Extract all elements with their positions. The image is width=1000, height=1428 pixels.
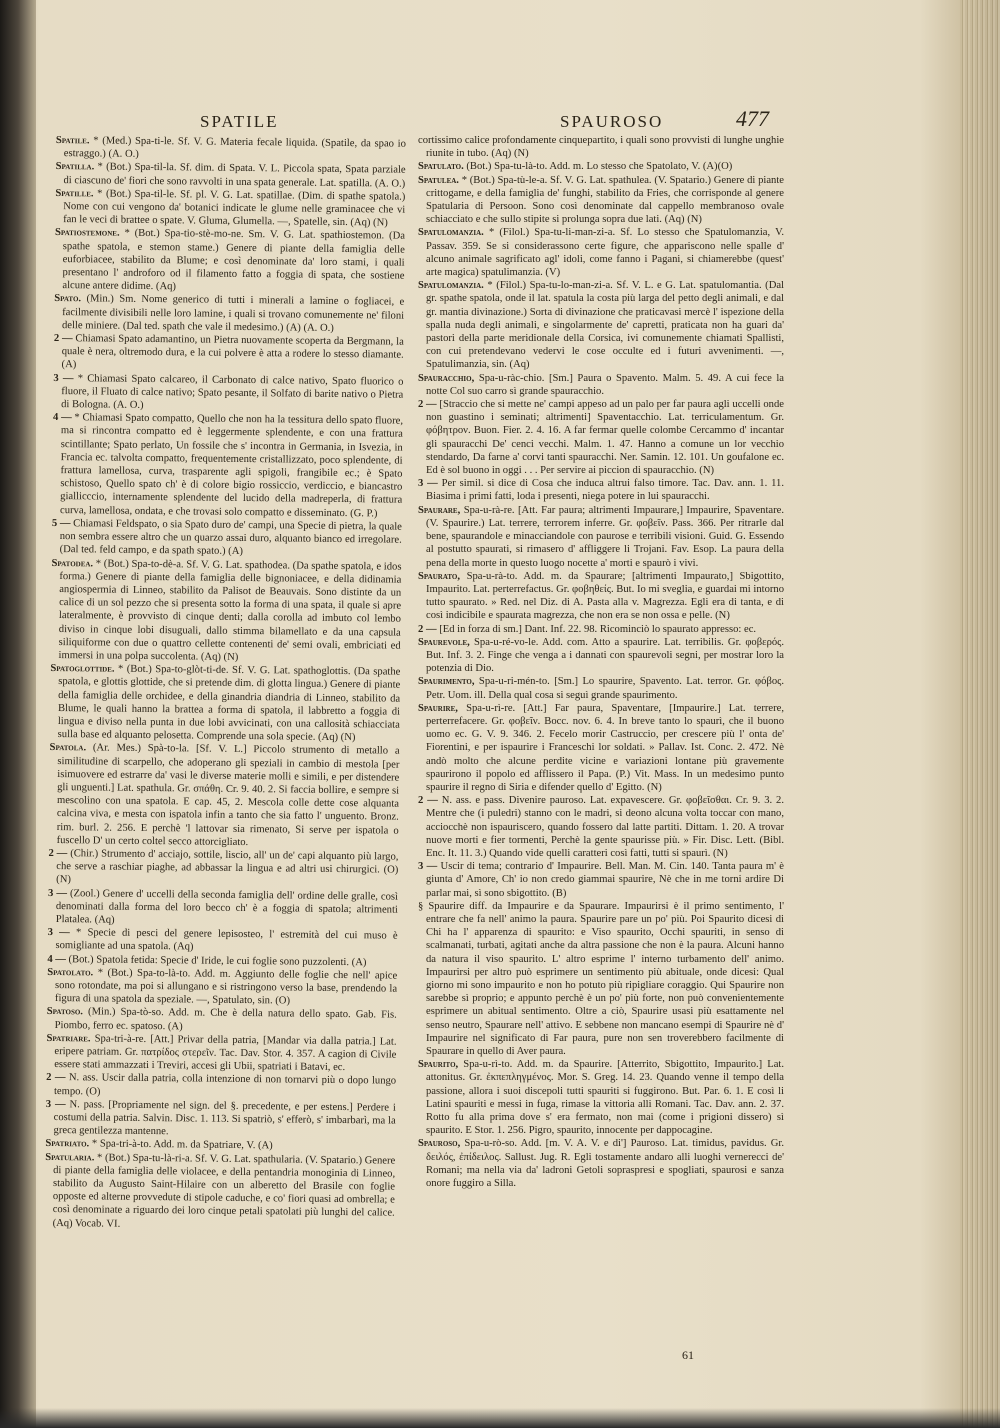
dictionary-entry (54, 292, 404, 335)
entry-text: Chiamasi Spato adamantino, un Pietra nuovamente scoperta da Bergmann, la quale è nera, oltremodo dura, e la cui polvere è atta a rodere lo stesso diamante. (A) (61, 333, 404, 371)
entry-headword: 3 — (418, 478, 438, 490)
dictionary-entry (45, 1151, 396, 1234)
dictionary-entry (45, 1098, 395, 1141)
dictionary-entry (49, 741, 400, 850)
dictionary-entry (418, 477, 784, 503)
entry-headword: 2 — (418, 795, 438, 807)
entry-headword: Spatoso. (46, 1006, 84, 1018)
entry-text: Chiamasi Feldspato, o sia Spato duro de' campi, una Specie di pietra, la quale non sembra essere altro che un quarzo assai duro, alquanto bianco ed irregolare. (Dal ted. feld campo, e da spath spato.) (A) (59, 518, 402, 558)
dictionary-entry (55, 187, 405, 230)
entry-headword: Spaurevole, (418, 636, 470, 648)
dictionary-entry (418, 398, 784, 477)
entry-text: N. ass. e pass. Divenire pauroso. Lat. expavescere. Gr. φοβεῖσθαι. Cr. 9. 3. 2. Mentre che (i puledri) stanno con le madri, si deono alcuna volta toccar con mano, acciocchè non ispauriscero, quando fossero dal latte partiti. Dittam. 1. 20. A trovar nuove morti e fier tormenti, Perchè la gente spaurisse più. » Fir. Disc. Lett. (Bibl. Enc. It. 11. 3.) Quando vide quelli caratteri così fatti, tutti si spaurì. (N) (426, 795, 784, 859)
entry-text: * (Bot.) Spa-to-dè-a. Sf. V. G. Lat. spathodea. (Da spathe spatola, e idos forma.) Genere di piante della famiglia delle bignoniacee, e della didinamia angiospermia di Linneo, stabilito da Palisot de Beauvais. Sono distinte da un calice di un sol pezzo che si presenta sotto la forma di una spata, il quale si apre lateralmente, è provvisto di cinque denti; dalla corolla ad imbuto col lembo diviso in cinque lobi disuguali, dallo stimma bilamellato e da una capsula siliquiforme con due o quattro cellette contenenti de' semi ovali, embriciati ed immersi in una polpa succolenta. (Aq) (N) (58, 557, 402, 663)
entry-text: * (Bot.) Spa-tù-le-a. Sf. V. G. Lat. spathulea. (V. Spatario.) Genere di piante crittogame, e della famiglia de' funghi, stabilito da Fries, che corrisponde al genere Spatularia di Persoon. Sono così denominate dal cappello membranoso ovale schiacciato e che sullo stipite si prolunga sopra due lati. (Aq) (N) (426, 174, 784, 226)
entry-text: Uscir di tema; contrario d' Impaurire. Bell. Man. M. Cin. 140. Tanta paura m' è giunta d' Amore, Ch' io non credo giammai spaurire, Nè che in me torni ardire Di parlar mai, sì sono sbigottito. (B) (426, 861, 784, 899)
entry-text: * (Bot.) Spa-tu-là-ri-a. Sf. V. G. Lat. spathularia. (V. Spatario.) Genere di piante della famiglia delle violacee, e della pentandria monoginia di Linneo, stabilito da Augusto Saint-Hilaire con un alberetto del Brasile con foglie opposte ed alterne provvedute di stipole caduche, e co' fiori quasi ad ombrella; e così denominate a riguardo dei loro cinque petali spatolati più lunghi del calice. (Aq) Vocab. VI. (52, 1152, 396, 1230)
dictionary-entry (48, 847, 398, 890)
dictionary-entry (418, 623, 784, 636)
entry-text: Per simil. si dice di Cosa che induca altrui falso timore. Tac. Dav. ann. 1. 11. Biasima i primi fatti, loda i presenti, niega potere in lui spauracchi. (426, 478, 784, 503)
entry-text: * (Filol.) Spa-tu-li-man-zi-a. Sf. Lo stesso che Spatulomanzia, V. Passav. 359. Se si considerassono certe figure, che appariscono nelle spalle d' alcuno animale sagrificato agl' idoli, come fanno i Pagani, si chiamerebbe (quest' arte magica) spatulimanzia. (V) (426, 227, 784, 279)
dictionary-entry (50, 662, 401, 745)
entry-headword: Spato. (54, 293, 82, 305)
dictionary-entry (418, 636, 784, 676)
entry-headword: 2 — (418, 399, 437, 411)
entry-headword: 3 — (53, 372, 74, 384)
entry-text: § Spaurire diff. da Impaurire e da Spaurare. Impaurirsi è il primo sentimento, l' entrare che fa nell' animo la paura. Spaurire pare un po' più. Poi Spaurito dicesi di Chi ha l' apparenza di spaurito: e Viso spaurito, Occhi spauriti, in senso di scalmanati, turbati, agitati anche da altra passione che non è la paura. Alcuni hanno da natura il viso spaurito. L' altro esprime l' interno turbamento dell' animo. Impaurirsi per altro può esprimere un sentimento più abituale, onde dicesi: Qual giorno mi sono impaurito e non ho potuto più ripigliare coraggio. Qui Spaurire non sarebbe sì proprio; e appunto perchè è un po' più forte, non può convenientemente esprimere un abitual sentimento. Oltre a ciò, Spaurire usasi più esattamente nel senso neutro, Spaurare nell' attivo. E sebbene non mancano esempi di Spaurire nè d' Impaurire nel significato di Far paura, pure non sen troverebbero facilmente di Spaurare in quello di Aver paura. (418, 900, 784, 1058)
page-edges (960, 0, 1000, 1428)
bottom-shadow (0, 1408, 1000, 1428)
dictionary-entry (418, 570, 784, 623)
entry-text: * (Bot.) Spa-to-là-to. Add. m. Aggiunto delle foglie che nell' apice sono rotondate, ma poi si allungano e si ristringono verso la base, prendendo la figura di una spatola da speziale. —, Spatulato, sin. (O) (54, 967, 398, 1007)
entry-text: N. pass. [Propriamente nel sign. del §. precedente, e per estens.] Perdere i costumi della patria. Salvin. Disc. 1. 113. Si spatriò, s' efferò, s' imbarbarì, ma la greca gentilezza mantenne. (53, 1099, 396, 1138)
entry-headword: Spatriato. (45, 1138, 90, 1150)
entry-headword: Spauracchio, (418, 372, 475, 384)
entry-headword: Spatulea. (418, 174, 459, 186)
entry-text: [Ed in forza di sm.] Dant. Inf. 22. 98. Ricominciò lo spaurato appresso: ec. (439, 623, 757, 635)
dictionary-page (45, 100, 940, 1400)
dictionary-entry (418, 372, 784, 398)
entry-headword: 3 — (418, 861, 438, 873)
entry-text: * Chiamasi Spato compatto, Quello che non ha la tessitura dello spato fluore, ma si rincontra compatto ed è leggermente splendente, e con una frattura scintillante; Spato perlato, Un fossile che s' incontra in Germania, in Isvezia, in Francia ec. talvolta compatto, frequentemente cristallizzato, poco splendente, di frattura lamellosa, curva, trasparente agli spigoli, frangibile ec.; è Spato schistoso, Quello spato ch' è di colore bigio rossiccio, verdiccio, e biancastro giallicccio, internamente splendente del lucido della madreperla, di frattura curva, lamellosa, ondata, e che trovasi solo compatto e disseminato. (G. P.) (60, 412, 404, 520)
dictionary-entry (54, 332, 404, 375)
dictionary-entry (54, 226, 405, 296)
entry-headword: Spatolato. (47, 966, 94, 979)
entry-headword: 3 — (47, 927, 70, 939)
dictionary-entry (418, 1058, 784, 1137)
dictionary-entry (50, 556, 401, 665)
dictionary-entry (53, 372, 403, 415)
entry-text: Spa-u-rà-re. [Att. Far paura; altrimenti Impaurare,] Impaurire, Spaventare. (V. Spaurire.) Lat. terrere, terrorem inferre. Gr. φοβεῖν. Pass. 366. Per ritrarle dal bene, spaurandole e minacciandole con paurose e terribili visioni. Guid. G. Essendo al postutto spaurati, si rimasero d' affliggere li Trojani. Fav. Esop. La paura della pena della morte in questo luogo nocette a' morti e spaurò i vivi. (426, 504, 784, 569)
entry-text: * Specie di pesci del genere lepisosteo, l' estremità del cui muso è somigliante ad una spatola. (Aq) (55, 927, 398, 953)
dictionary-entry (418, 160, 784, 173)
dictionary-entry (418, 134, 784, 160)
entry-text: (Min.) Sm. Nome generico di tutti i minerali a lamine o fogliacei, e facilmente divisibili nelle loro lamine, i quali si trovano comunemente ne' filoni delle miniere. (Dal ted. spath che vale il medesimo.) (A) (A. O.) (61, 293, 405, 334)
dictionary-entry (46, 1071, 396, 1101)
dictionary-entry (418, 279, 784, 371)
entry-headword: Spatulomanzia. (418, 280, 484, 292)
entry-text: Spa-u-ré-vo-le. Add. com. Atto a spaurire. Lat. terribilis. Gr. φοβερός. But. Inf. 3. 2. Finge che venga a i dannati con spaurevoli segni, per mostrar loro la potenzia di Dio. (426, 636, 784, 675)
running-head-left: SPATILE (200, 112, 279, 131)
dictionary-entry (48, 887, 398, 930)
dictionary-entry (418, 794, 784, 860)
entry-headword: Spatoglottide. (50, 663, 115, 675)
entry-text: (Ar. Mes.) Spà-to-la. [Sf. V. L.] Piccolo strumento di metallo a similitudine di scarpello, che adoperano gli speziali in cambio di mestola [per isimuovere ed estrarre da' vasi le diverse materie molli e simili, e per distendere gli unguenti.] Lat. spathula. Gr. σπάθη. Cr. 9. 40. 2. Si faccia bollire, e sempre si mescolino con una spatola. E cap. 45, 2. Mescola colle dette cose alquanta calcina viva, e mesta con ispatola infin a tanto che sia fatto l' unguento. Bronz. rim. burl. 2. 256. E perchè 'l lattovar sia rimenato, Si serve per ispatola o fuscello D' un certo coltel secco attorcigliato. (56, 742, 400, 848)
entry-headword: 2 — (418, 623, 437, 635)
entry-headword: Spaurato, (418, 570, 460, 582)
entry-headword: Spatulomanzia. (418, 227, 484, 239)
entry-headword: Spatularia. (45, 1151, 95, 1164)
dictionary-entry (418, 174, 784, 227)
entry-text: (Bot.) Spa-tu-là-to. Add. m. Lo stesso che Spatolato, V. (A)(O) (466, 161, 733, 173)
entry-headword: 2 — (46, 1072, 66, 1084)
entry-text: (Min.) Spa-tò-so. Add. m. Che è della natura dello spato. Gab. Fis. Piombo, ferro ec. spatoso. (A) (54, 1006, 397, 1032)
dictionary-entry (418, 504, 784, 570)
entry-headword: Spatiostemone. (54, 227, 120, 240)
entry-text: * (Med.) Spa-ti-le. Sf. V. G. Materia fecale liquida. (Spatile, da spao io estraggo.) (A. O.) (63, 135, 406, 161)
entry-headword: Spaurito, (418, 1059, 459, 1071)
entry-headword: Spaurare, (418, 504, 461, 516)
dictionary-entry (418, 1137, 784, 1190)
entry-headword: Spatulato. (418, 161, 464, 173)
entry-headword: 3 — (47, 887, 68, 899)
dictionary-entry (418, 702, 784, 794)
left-column (45, 134, 406, 1233)
entry-headword: Spatodea. (51, 557, 94, 569)
entry-text: [Straccio che si mette ne' campi appeso ad un palo per far paura agli uccelli onde non guastino i seminati; altrimenti] Spaventacchio. Lat. terriculamentum. Gr. φόβητρον. Buon. Fier. 2. 4. 16. A far fermar quelle colombe Cercammo d' incantar gli spauracchi De' cenci vecchi. Malm. 1. 47. Hanno a comune un lor vecchio stendardo, Da farne a' corvi tanti spauracchi. Ner. Samin. 12. 101. Un goufalone ec. Ed è sol buono in oggi . . . Per servire ai piccion di spauracchio. (N) (426, 399, 784, 477)
entry-text: Spa-tri-à-re. [Att.] Privar della patria, [Mandar via dalla patria.] Lat. eripere patriam. Gr. πατρίδος στερεῖν. Tac. Dav. Stor. 4. 357. A cagion di Civile essere stati ammazzati i Treviri, accesi gli Ubii, spatriati i Batavi, ec. (54, 1033, 397, 1074)
entry-headword: 3 — (45, 1098, 66, 1110)
dictionary-entry (46, 1032, 396, 1075)
entry-headword: Spaurimento, (418, 676, 475, 688)
dictionary-entry (56, 134, 406, 164)
entry-text: * (Filol.) Spa-tu-lo-man-zi-a. Sf. V. L. e G. Lat. spatulomantia. (Dal gr. spathe spatola, onde il lat. spatula la costa più larga del petto degli animali, e dal gr. mantia divinazione.) Sorta di divinazione che praticavasi mercè l' ispezione della spalla nuda degli animali, e singolarmente de' capretti, praticata non ha guari da' pastori della parte meridionale della Corsica, ivi comunemente chiamati Spallisti, con cui pretendevano vedervi le cose occulte ed i futuri avvenimenti. —, Spatulimanzia, sin. (Aq) (426, 280, 784, 371)
entry-text: Spa-u-ràc-chio. [Sm.] Paura o Spavento. Malm. 5. 49. A cui fece la notte Col suo carro sì grande spauracchio. (426, 372, 784, 397)
entry-text: (Zool.) Genere d' uccelli della seconda famiglia dell' ordine delle gralle, così denominati dalla forma del loro becco ch' è a foggia di spatola; altrimenti Platalea. (Aq) (55, 887, 399, 926)
right-column (418, 134, 784, 1190)
dictionary-entry (47, 1005, 397, 1035)
dictionary-entry (418, 675, 784, 701)
dictionary-entry (52, 411, 403, 520)
entry-text: * Chiamasi Spato calcareo, il Carbonato di calce nativo, Spato fluorico o fluore, il Fluato di calce nativo; Spato pesante, il Solfato di barite nativo o Pietra di Bologna. (A. O.) (61, 372, 404, 411)
entry-headword: 2 — (48, 847, 68, 860)
entry-headword: Spatilla. (55, 161, 95, 173)
entry-text: * (Bot.) Spa-til-le. Sf. pl. V. G. Lat. spatillae. (Dim. di spathe spatola.) Nome con cui vengono da' botanici indicate le glume nelle graminacee che vi fan le veci di brattee o spate. V. Gluma, Glumella. —, Spatelle, sin. (Aq) (N) (63, 188, 406, 229)
dictionary-entry (418, 900, 784, 1058)
entry-text: N. ass. Uscir dalla patria, colla intenzione di non tornarvi più o dopo lungo tempo. (O) (53, 1072, 397, 1098)
entry-headword: 4 — (52, 412, 72, 424)
entry-text: Spa-u-rà-to. Add. m. da Spaurare; [altrimenti Impaurato,] Sbigottito, Impaurito. Lat. perterrefactus. Gr. φοβηθείς. But. Io mi sveglia, e guardai mi intorno tutto spaurato. » Red. nel Diz. di A. Pasta alla v. Magrezza. Egli era di tanta, e di così indicibile e spaurata magrezza, che non era se non ossa e pelle. (N) (426, 570, 784, 622)
entry-headword: Spatile. (55, 134, 90, 147)
dictionary-entry (55, 160, 405, 190)
dictionary-entry (418, 860, 784, 900)
running-head-right: SPAUROSO (560, 112, 664, 131)
entry-headword: 4 — (47, 953, 66, 965)
entry-headword: Spatille. (55, 187, 94, 200)
book-gutter (0, 0, 36, 1428)
entry-text: * (Bot.) Spa-tio-stè-mo-ne. Sm. V. G. Lat. spathiostemon. (Da spathe spatola, e stemon stame.) Genere di piante della famiglia delle euforbiacee, stabilito da Blume; e così denominate da' loro stami, i quali presentano l' androforo od il filamento fatto a foggia di spata, che sostiene alcune antere didime. (Aq) (62, 228, 406, 293)
entry-headword: Spatriare. (46, 1032, 91, 1045)
entry-headword: 5 — (51, 517, 71, 530)
entry-text: Spa-u-rò-so. Add. [m. V. A. V. e di'] Pauroso. Lat. timidus, pavidus. Gr. δειλός, ἐπίδειλος. Sallust. Jug. R. Egli tostamente andaro alli luoghi vernerecci de' Romani; ma nella via da' ladroni Getoli sopraspresi e spogliati, spaurosi e sanza onore fuggiro a Silla. (426, 1138, 784, 1190)
dictionary-entry (418, 226, 784, 279)
entry-text: (Chir.) Strumento d' acciajo, sottile, liscio, all' un de' capi alquanto più largo, che serve a raschiar piaghe, ad abbassar la lingua e ad altri usi chirurgici. (O) (N) (56, 848, 399, 886)
entry-text: * Spa-tri-à-to. Add. m. da Spatriare, V. (A) (91, 1138, 273, 1152)
entry-headword: Spatola. (49, 742, 87, 754)
dictionary-entry (52, 517, 402, 560)
dictionary-entry (47, 926, 397, 956)
entry-text: Spa-u-rì-to. Add. m. da Spaurire. [Atterrito, Sbigottito, Impaurito.] Lat. attonitus. Gr. ἐκπεπληγμένος. Mor. S. Greg. 14. 23. Quando venne il tempo della passione, allora i suoi discepoli tutti spauriti si fuggirono. But. Par. 6. 1. E così li Latini spauriti e messi in fuga, rimase la vittoria alli Romani. Tac. Dav. ann. 2. 37. Rotto fu alla prima dove s' era fermato, non mai (come i prigioni dissero) sì spaurito. E Stor. 1. 256. Pigro, spaurito, innocente per dappocagine. (426, 1059, 784, 1137)
page-number: 477 (736, 106, 769, 131)
entry-headword: Spaurire, (418, 702, 458, 714)
entry-text: * (Bot.) Spa-to-glòt-ti-de. Sf. V. G. Lat. spathoglottis. (Da spathe spatola, e glottis glottide, che si pretende dim. di glotta lingua.) Genere di piante della famiglia delle orchidee, e della ginandria diandria di Linneo, stabilito da Blume, le quali hanno la brattea a forma di spatola, il labbretto a foggia di lingua e diviso nella punta in due lobi avvicinati, con una callosità schiacciata sulla base ed alquanto pelosetta. Comprende una sola specie. (Aq) (N) (57, 663, 401, 744)
entry-headword: 2 — (53, 333, 73, 345)
entry-text: Spa-u-ri-mén-to. [Sm.] Lo spaurire, Spavento. Lat. terror. Gr. φόβος. Petr. Uom. ill. Della qual cosa si seguì grande spaurimento. (426, 676, 784, 701)
entry-text: cortissimo calice profondamente cinquepartito, i quali sono provvisti di lunghe unghie riunite in tubo. (Aq) (N) (418, 135, 784, 160)
entry-headword: Spauroso, (418, 1138, 461, 1150)
dictionary-entry (47, 966, 397, 1009)
entry-text: Spa-u-rì-re. [Att.] Far paura, Spaventare, [Impaurire.] Lat. terrere, perterrefacere. Gr. φοβεῖν. Bocc. nov. 6. 4. In breve tanto lo spaurì, che il buono uomo ec. G. V. 9. 346. 2. Fecelo morir Castruccio, per crescere più l' onta de' Fiorentini, e per ispaurire i Franceschi lor soldati. » Pallav. Ist. Conc. 2. 472. Nè andò molto che alcune perdite vicine e variazioni lontane più gravemente spaurirono il popolo ed afflissero il Papa. (P.) Vit. Mass. In un medesimo punto spaurire il regno di Siria e difender quello d' Egitto. (N) (426, 702, 784, 793)
signature-mark: 61 (682, 1348, 694, 1362)
entry-text: * (Bot.) Spa-til-la. Sf. dim. di Spata. V. L. Piccola spata, Spata parziale di ciascuno de' fiori che sono ravvolti in una spata generale. Lat. spatilla. (A. O.) (63, 161, 406, 190)
entry-text: (Bot.) Spatola fetida: Specie d' Iride, le cui foglie sono puzzolenti. (A) (68, 953, 367, 968)
